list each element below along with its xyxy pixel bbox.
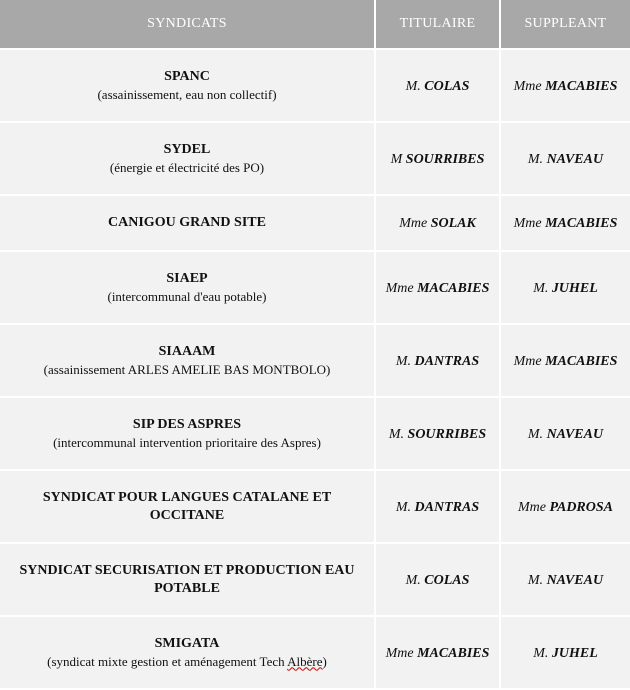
suppleant-cell — [500, 397, 630, 470]
suppleant-name: JUHEL — [551, 280, 598, 296]
suppleant-title: Mme — [513, 216, 542, 231]
suppleant-name: MACABIES — [545, 216, 618, 231]
table-row — [0, 122, 630, 195]
description-end: ) — [322, 653, 327, 669]
titulaire-cell — [375, 49, 500, 122]
titulaire-title: M. — [388, 426, 405, 442]
syndicat-cell — [0, 251, 375, 324]
titulaire-title: M. — [405, 78, 421, 94]
syndicat-cell — [0, 397, 375, 470]
suppleant-title: M. — [527, 572, 544, 588]
suppleant-name: NAVEAU — [546, 151, 604, 167]
suppleant-cell — [500, 122, 630, 195]
titulaire-cell — [375, 543, 500, 616]
table-row — [0, 251, 630, 324]
syndicat-description — [8, 653, 366, 671]
header-row — [0, 0, 630, 49]
syndicat-description: (énergie et électricité des PO) — [109, 159, 265, 175]
suppleant-title: M. — [527, 151, 544, 167]
titulaire-title: M. — [405, 572, 421, 588]
suppleant-title: Mme — [513, 78, 542, 94]
syndicat-name: SIAEP — [166, 270, 208, 286]
syndicat-cell — [0, 324, 375, 397]
titulaire-cell — [375, 616, 500, 689]
syndicat-cell — [0, 49, 375, 122]
syndicat-description: (assainissement ARLES AMELIE BAS MONTBOLO) — [43, 361, 331, 377]
suppleant-name: NAVEAU — [546, 426, 604, 442]
titulaire-name: COLAS — [424, 572, 470, 588]
titulaire-title: M. — [395, 353, 412, 369]
titulaire-title: Mme — [385, 645, 414, 661]
titulaire-name: MACABIES — [417, 645, 490, 661]
titulaire-name: COLAS — [424, 78, 470, 94]
titulaire-cell — [375, 470, 500, 543]
syndicat-description: (assainissement, eau non collectif) — [97, 86, 277, 102]
spellcheck-word: Albère — [287, 653, 323, 669]
syndicat-cell — [0, 195, 375, 251]
syndicat-description: (intercommunal intervention prioritaire des Aspres) — [53, 434, 321, 450]
syndicat-name: SMIGATA — [154, 635, 220, 651]
titulaire-title: Mme — [385, 280, 414, 296]
suppleant-name: JUHEL — [551, 645, 598, 661]
suppleant-cell — [500, 324, 630, 397]
syndicat-name: SIAAAM — [158, 343, 216, 359]
titulaire-name: DANTRAS — [414, 353, 480, 369]
titulaire-name: SOURRIBES — [407, 426, 487, 442]
titulaire-cell — [375, 195, 500, 251]
header-suppleant: SUPPLEANT — [500, 0, 630, 49]
titulaire-title: M — [390, 151, 403, 167]
header-syndicats: SYNDICATS — [0, 0, 375, 49]
titulaire-cell — [375, 122, 500, 195]
suppleant-title: Mme — [517, 499, 546, 515]
table-row — [0, 195, 630, 251]
table-row — [0, 470, 630, 543]
suppleant-cell — [500, 195, 630, 251]
description-text: (syndicat mixte gestion et aménagement Tech — [47, 653, 288, 669]
titulaire-name: SOURRIBES — [405, 151, 485, 167]
table-row — [0, 49, 630, 122]
suppleant-name: PADROSA — [549, 499, 614, 515]
table-row — [0, 616, 630, 689]
table-row — [0, 397, 630, 470]
suppleant-title: M. — [533, 645, 549, 661]
syndicat-name: SYDEL — [163, 141, 211, 157]
syndicat-cell — [0, 122, 375, 195]
syndicat-name: SYNDICAT POUR LANGUES CATALANE ET OCCITANE — [42, 489, 332, 523]
syndicat-description: (intercommunal d'eau potable) — [107, 288, 267, 304]
suppleant-name: MACABIES — [545, 353, 618, 369]
titulaire-name: SOLAK — [430, 216, 476, 231]
syndicat-name: SYNDICAT SECURISATION ET PRODUCTION EAU POTABLE — [19, 562, 355, 596]
titulaire-title: Mme — [399, 216, 428, 231]
titulaire-name: DANTRAS — [414, 499, 480, 515]
suppleant-cell — [500, 543, 630, 616]
suppleant-cell — [500, 470, 630, 543]
suppleant-name: NAVEAU — [546, 572, 604, 588]
suppleant-title: M. — [533, 280, 549, 296]
header-titulaire: TITULAIRE — [375, 0, 500, 49]
suppleant-title: M. — [527, 426, 544, 442]
syndicat-name: SIP DES ASPRES — [132, 416, 242, 432]
titulaire-name: MACABIES — [417, 280, 490, 296]
table-row — [0, 543, 630, 616]
titulaire-cell — [375, 324, 500, 397]
titulaire-cell — [375, 397, 500, 470]
suppleant-cell — [500, 49, 630, 122]
titulaire-cell — [375, 251, 500, 324]
syndicat-cell — [0, 543, 375, 616]
titulaire-title: M. — [395, 499, 412, 515]
suppleant-cell — [500, 616, 630, 689]
syndicat-cell — [0, 470, 375, 543]
suppleant-title: Mme — [513, 353, 542, 369]
syndicat-name: SPANC — [164, 68, 210, 84]
suppleant-cell — [500, 251, 630, 324]
syndicat-cell — [0, 616, 375, 689]
suppleant-name: MACABIES — [545, 78, 618, 94]
syndicat-name: CANIGOU GRAND SITE — [108, 215, 266, 230]
table-row — [0, 324, 630, 397]
